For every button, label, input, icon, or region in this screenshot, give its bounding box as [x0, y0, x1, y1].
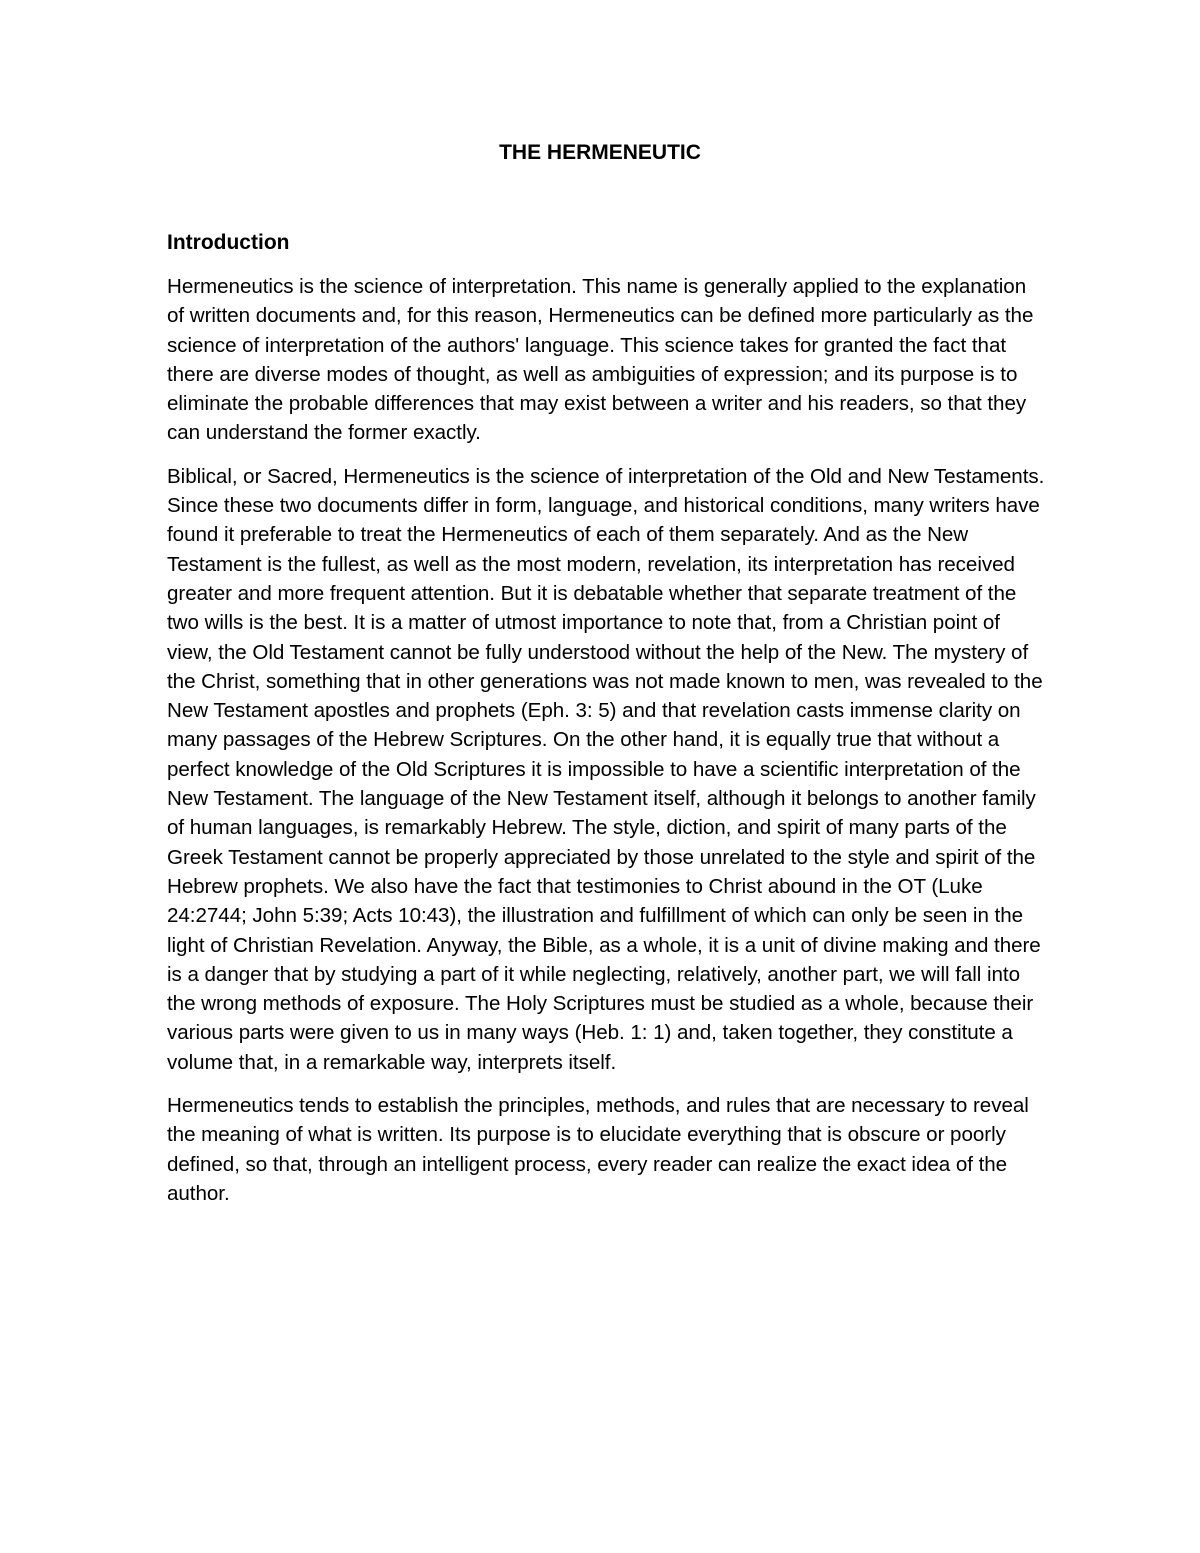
section-heading-introduction: Introduction: [167, 231, 290, 254]
paragraph-3: Hermeneutics tends to establish the principles, methods, and rules that are necessary to reveal the meaning of what is written. Its purpose is to elucidate everything that is obscure or poorly defined, so that, through an intelligent process, every reader can realize the exact idea of the author.: [167, 1094, 1029, 1205]
document-title: THE HERMENEUTIC: [499, 141, 701, 164]
paragraph-2: Biblical, or Sacred, Hermeneutics is the science of interpretation of the Old and New Testaments. Since these two documents differ in form, language, and historical conditions, many writers have found it preferable to treat the Hermeneutics of each of them separately. And as the New Testament is the fullest, as well as the most modern, revelation, its interpretation has received greater and more frequent attention. But it is debatable whether that separate treatment of the two wills is the best. It is a matter of utmost importance to note that, from a Christian point of view, the Old Testament cannot be fully understood without the help of the New. The mystery of the Christ, something that in other generations was not made known to men, was revealed to the New Testament apostles and prophets (Eph. 3: 5) and that revelation casts immense clarity on many passages of the Hebrew Scriptures. On the other hand, it is equally true that without a perfect knowledge of the Old Scriptures it is impossible to have a scientific interpretation of the New Testament. The language of the New Testament itself, although it belongs to another family of human languages, is remarkably Hebrew. The style, diction, and spirit of many parts of the Greek Testament cannot be properly appreciated by those unrelated to the style and spirit of the Hebrew prophets. We also have the fact that testimonies to Christ abound in the OT (Luke 24:2744; John 5:39; Acts 10:43), the illustration and fulfillment of which can only be seen in the light of Christian Revelation. Anyway, the Bible, as a whole, it is a unit of divine making and there is a danger that by studying a part of it while neglecting, relatively, another part, we will fall into the wrong methods of exposure. The Holy Scriptures must be studied as a whole, because their various parts were given to us in many ways (Heb. 1: 1) and, taken together, they constitute a volume that, in a remarkable way, interprets itself.: [167, 464, 1045, 1074]
document-body: [167, 228, 1047, 1222]
paragraph-1: Hermeneutics is the science of interpretation. This name is generally applied to the explanation of written documents and, for this reason, Hermeneutics can be defined more particularly as the science of interpretation of the authors' language. This science takes for granted the fact that there are diverse modes of thought, as well as ambiguities of expression; and its purpose is to eliminate the probable differences that may exist between a writer and his readers, so that they can understand the former exactly.: [167, 275, 1034, 445]
